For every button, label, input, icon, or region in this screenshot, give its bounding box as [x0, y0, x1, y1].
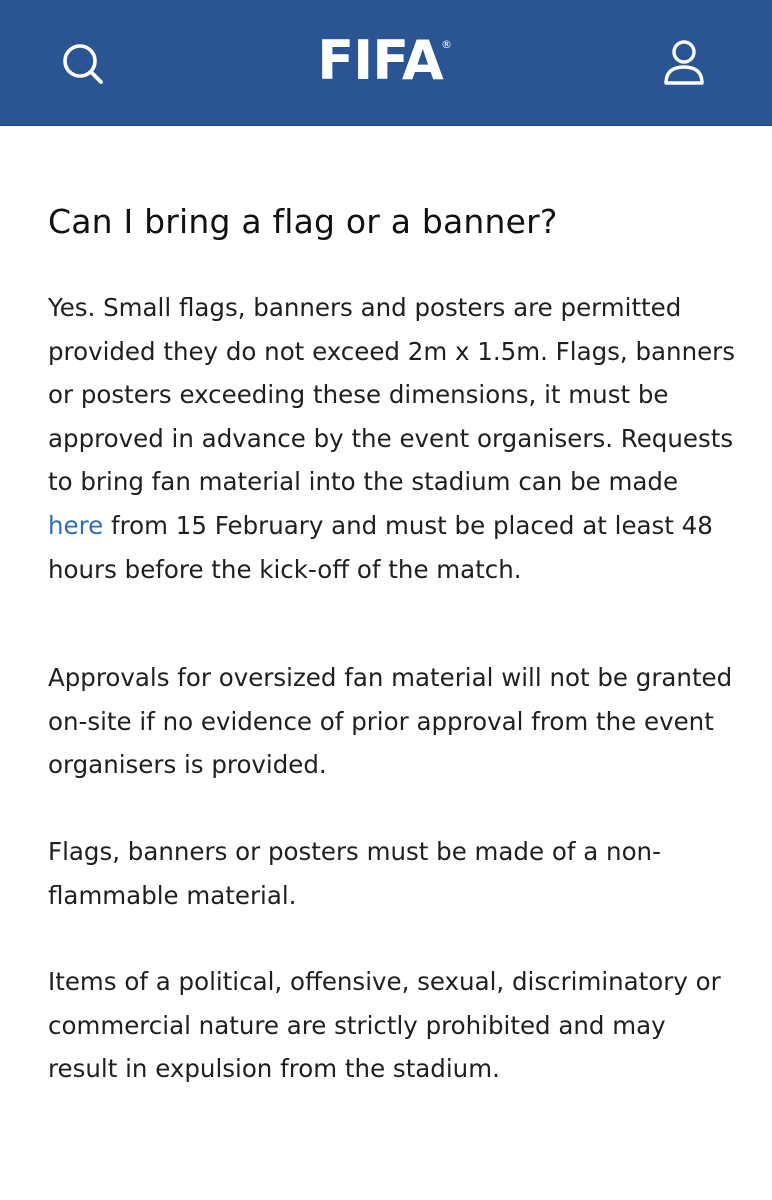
registered-mark: ®	[441, 38, 452, 51]
answer-text-after-link: from 15 February and must be placed at least 48 hours before the kick-off of the match.	[48, 510, 713, 584]
search-button[interactable]	[56, 37, 108, 89]
answer-paragraph-4: Items of a political, offensive, sexual, discriminatory or commercial nature are strictly prohibited and may result in expulsion from the stadium.	[48, 967, 721, 1084]
user-icon	[658, 37, 710, 89]
fifa-logo[interactable]	[300, 28, 460, 94]
here-link[interactable]: here	[48, 510, 104, 540]
answer-paragraph-1	[48, 286, 738, 591]
clipped-previous-text	[48, 106, 728, 130]
answer-paragraph-2: Approvals for oversized fan material will not be granted on-site if no evidence of prior approval from the event organisers is provided.	[48, 663, 733, 780]
faq-question-heading: Can I bring a flag or a banner?	[48, 202, 558, 241]
faq-content	[48, 196, 738, 1091]
answer-paragraph-3: Flags, banners or posters must be made of a non-flammable material.	[48, 836, 661, 910]
logo-text: FIFA	[317, 29, 443, 92]
answer-text-before-link: Yes. Small flags, banners and posters are permitted provided they do not exceed 2m x 1.5m. Flags, banners or posters exceeding these dimensions, it must be approved in advance by the event organisers. Requests to bring fan material into the stadium can be made	[48, 293, 736, 497]
search-icon	[56, 37, 108, 89]
account-button[interactable]	[658, 37, 710, 89]
